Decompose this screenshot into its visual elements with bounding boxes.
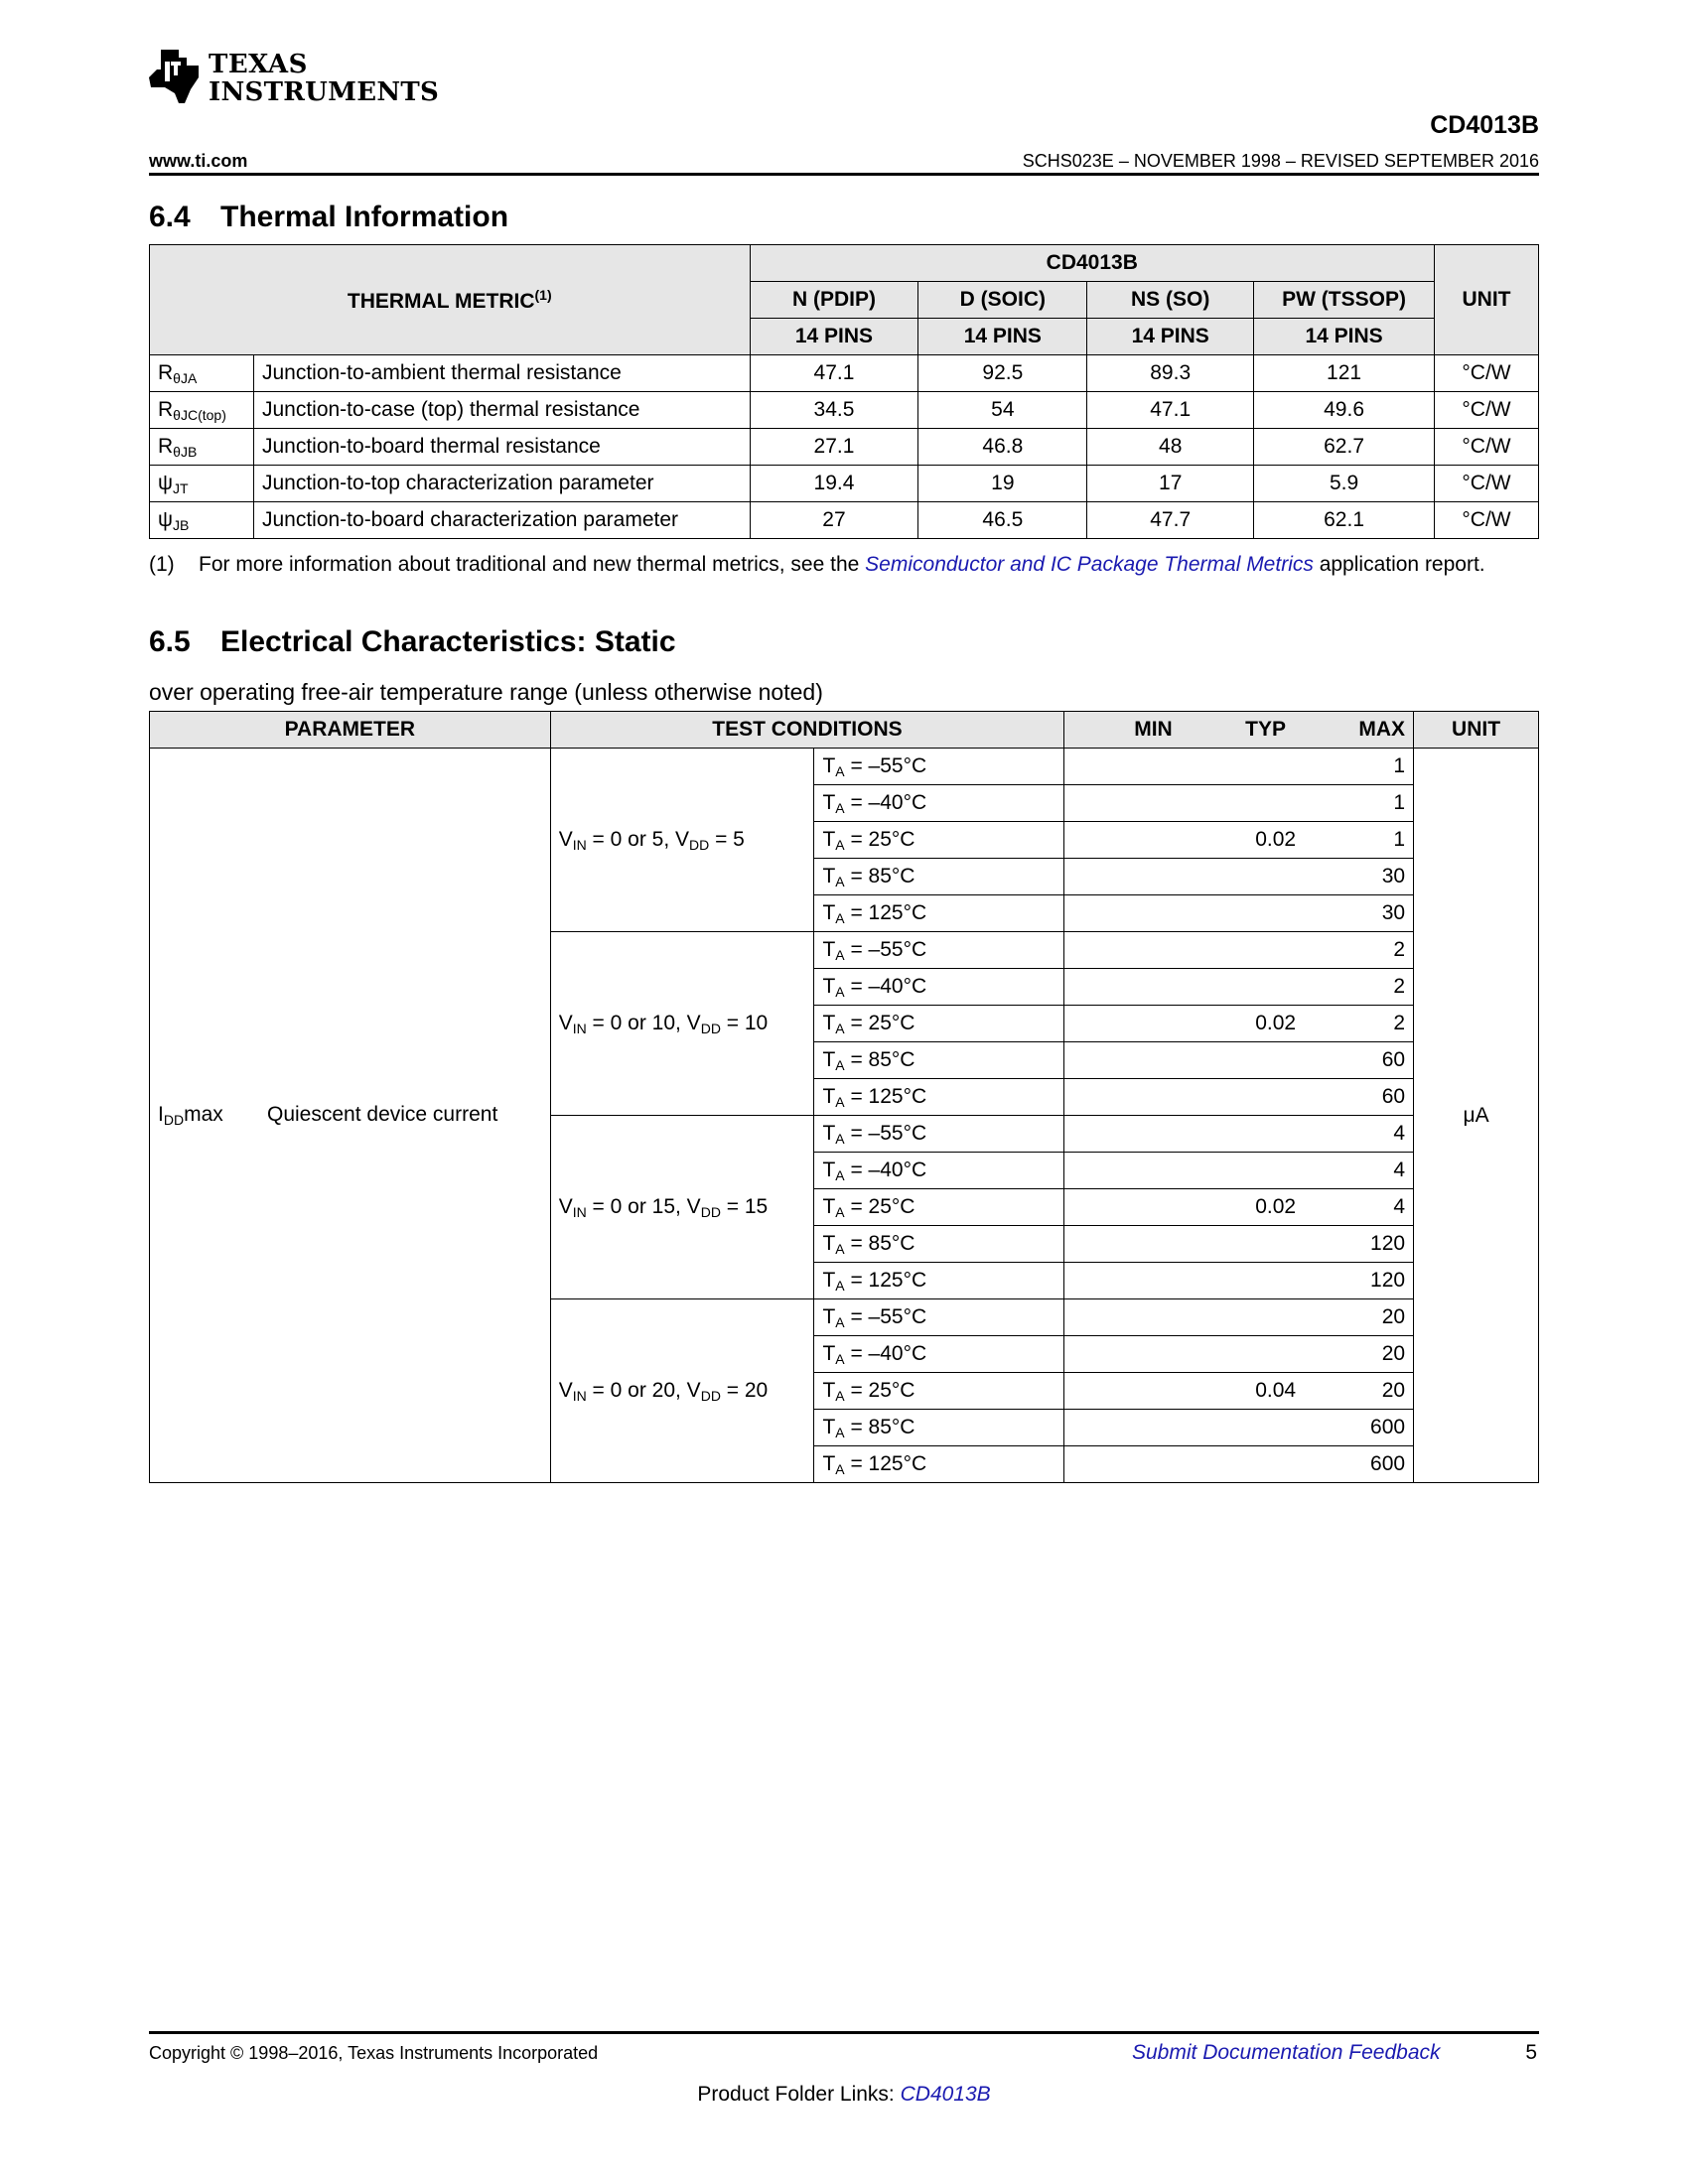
typ-value: 0.02 <box>1255 828 1297 851</box>
typ-value <box>1206 938 1296 962</box>
metric-value: 27 <box>750 502 918 539</box>
thermal-metric-header: THERMAL METRIC$^{(1)}$ <box>150 245 751 355</box>
typ-value <box>1206 1269 1296 1293</box>
temperature-condition: $T_A = 25^\circ C$ <box>814 822 1064 859</box>
package-header: D (SOIC) <box>918 282 1087 319</box>
metric-value: 47.1 <box>1087 392 1254 429</box>
metric-value: 49.6 <box>1254 392 1435 429</box>
unit-cell: μA <box>1414 749 1539 1483</box>
temperature-condition: $T_A = 85^\circ C$ <box>814 859 1064 895</box>
typ-value <box>1206 1452 1296 1476</box>
temperature-condition: $T_A = 25^\circ C$ <box>814 1189 1064 1226</box>
max-value: 1 <box>1393 791 1406 814</box>
metric-description: Junction-to-top characterization parameter <box>253 466 750 502</box>
value-cell <box>1064 1336 1414 1373</box>
metric-value: 5.9 <box>1254 466 1435 502</box>
header-rule <box>149 173 1539 176</box>
section-title: Electrical Characteristics: Static <box>220 625 676 658</box>
metric-value: 46.8 <box>918 429 1087 466</box>
value-cell <box>1064 1079 1414 1116</box>
typ-value <box>1206 1159 1296 1182</box>
max-value: 4 <box>1393 1122 1406 1145</box>
metric-value: 27.1 <box>750 429 918 466</box>
max-value: 2 <box>1393 1012 1406 1034</box>
metric-value: 92.5 <box>918 355 1087 392</box>
unit-header: UNIT <box>1414 712 1539 749</box>
metric-symbol: $R_{\theta JA}$ <box>150 355 254 392</box>
max-value: 20 <box>1381 1342 1406 1365</box>
typ-header: TYP <box>1245 718 1286 741</box>
temperature-condition: $T_A = 85^\circ C$ <box>814 1042 1064 1079</box>
max-value: 30 <box>1381 901 1406 924</box>
temperature-condition: $T_A = -55^\circ C$ <box>814 932 1064 969</box>
thermal-row <box>150 502 1539 539</box>
parameter-description: Quiescent device current <box>267 1103 498 1126</box>
metric-description: Junction-to-ambient thermal resistance <box>253 355 750 392</box>
supply-condition: $V_{IN} = 0$ or 20, $V_{DD} = 20$ <box>550 1299 814 1483</box>
metric-subscript: θJA <box>173 369 198 386</box>
metric-subscript: θJC(top) <box>173 406 226 423</box>
thermal-metrics-link[interactable]: Semiconductor and IC Package Thermal Metrics <box>865 553 1314 576</box>
supply-condition: $V_{IN} = 0$ or 5, $V_{DD} = 5$ <box>550 749 814 932</box>
metric-symbol: $\psi_{JB}$ <box>150 502 254 539</box>
metric-subscript: JT <box>172 479 189 496</box>
metric-description: Junction-to-case (top) thermal resistance <box>253 392 750 429</box>
page-number: 5 <box>1525 2041 1537 2064</box>
metric-symbol: $\psi_{JT}$ <box>150 466 254 502</box>
parameter-symbol: $I_{DD}\max$ <box>158 1103 223 1128</box>
metric-value: 121 <box>1254 355 1435 392</box>
temperature-condition: $T_A = 25^\circ C$ <box>814 1373 1064 1410</box>
metric-value: 47.7 <box>1087 502 1254 539</box>
typ-value <box>1206 975 1296 999</box>
value-cell <box>1064 1006 1414 1042</box>
metric-subscript: θJB <box>173 443 198 460</box>
pins-header: 14 PINS <box>1254 319 1435 355</box>
max-value: 600 <box>1370 1416 1406 1438</box>
temperature-condition: $T_A = -40^\circ C$ <box>814 1336 1064 1373</box>
website-link[interactable]: www.ti.com <box>149 151 248 171</box>
metric-unit: °C/W <box>1435 429 1539 466</box>
temperature-condition: $T_A = 25^\circ C$ <box>814 1006 1064 1042</box>
temperature-condition: $T_A = -40^\circ C$ <box>814 969 1064 1006</box>
document-id: SCHS023E – NOVEMBER 1998 – REVISED SEPTEMBER 2016 <box>1022 151 1539 171</box>
thermal-table <box>149 244 1539 539</box>
value-cell <box>1064 895 1414 932</box>
value-cell <box>1064 1446 1414 1483</box>
typ-value <box>1206 791 1296 815</box>
metric-symbol: $R_{\theta JC(top)}$ <box>150 392 254 429</box>
value-cell <box>1064 1299 1414 1336</box>
footnote-mark: (1) <box>149 553 175 576</box>
footnote <box>149 552 1539 578</box>
value-cell <box>1064 822 1414 859</box>
metric-value: 19.4 <box>750 466 918 502</box>
metric-value: 46.5 <box>918 502 1087 539</box>
pins-header: 14 PINS <box>918 319 1087 355</box>
product-folder-links <box>0 2083 1688 2107</box>
typ-value <box>1206 1122 1296 1146</box>
max-value: 1 <box>1393 828 1406 851</box>
folder-label: Product Folder Links: <box>697 2083 895 2106</box>
value-cell <box>1064 1410 1414 1446</box>
section-number: 6.4 <box>149 201 191 233</box>
temperature-condition: $T_A = -55^\circ C$ <box>814 749 1064 785</box>
device-header: CD4013B <box>750 245 1435 282</box>
value-cell <box>1064 785 1414 822</box>
package-header: PW (TSSOP) <box>1254 282 1435 319</box>
typ-value <box>1206 1232 1296 1256</box>
typ-value <box>1206 1048 1296 1072</box>
temperature-condition: $T_A = 125^\circ C$ <box>814 1446 1064 1483</box>
pins-header: 14 PINS <box>750 319 918 355</box>
electrical-row <box>150 749 1539 785</box>
section-subtitle: over operating free-air temperature range (unless otherwise noted) <box>149 679 823 705</box>
footer-rule <box>149 2031 1539 2034</box>
ti-logo <box>147 48 440 115</box>
value-cell <box>1064 1189 1414 1226</box>
min-header: MIN <box>1134 718 1173 741</box>
temperature-condition: $T_A = -55^\circ C$ <box>814 1299 1064 1336</box>
package-header: N (PDIP) <box>750 282 918 319</box>
typ-value: 0.02 <box>1255 1195 1297 1218</box>
max-value: 4 <box>1393 1195 1406 1218</box>
thermal-row <box>150 466 1539 502</box>
temperature-condition: $T_A = -40^\circ C$ <box>814 785 1064 822</box>
max-value: 60 <box>1381 1048 1406 1071</box>
section-number: 6.5 <box>149 625 191 658</box>
parameter-header: PARAMETER <box>150 712 551 749</box>
metric-value: 34.5 <box>750 392 918 429</box>
copyright: Copyright © 1998–2016, Texas Instruments Incorporated <box>149 2043 599 2063</box>
unit-header: UNIT <box>1435 245 1539 355</box>
electrical-table <box>149 711 1539 1483</box>
logo-line-2: INSTRUMENTS <box>209 77 440 107</box>
logo-line-1: TEXAS <box>209 50 308 79</box>
typ-value <box>1206 865 1296 888</box>
metric-unit: °C/W <box>1435 502 1539 539</box>
max-value: 2 <box>1393 975 1406 998</box>
folder-link[interactable]: CD4013B <box>900 2083 991 2106</box>
temperature-condition: $T_A = 125^\circ C$ <box>814 895 1064 932</box>
section-heading-electrical <box>149 625 676 659</box>
max-value: 1 <box>1393 754 1406 777</box>
min-typ-max-header <box>1064 712 1414 749</box>
metric-value: 62.1 <box>1254 502 1435 539</box>
metric-subscript: JB <box>172 516 190 533</box>
value-cell <box>1064 1263 1414 1299</box>
max-value: 60 <box>1381 1085 1406 1108</box>
thermal-row <box>150 429 1539 466</box>
package-header: NS (SO) <box>1087 282 1254 319</box>
value-cell <box>1064 969 1414 1006</box>
metric-value: 54 <box>918 392 1087 429</box>
parameter-cell <box>150 749 551 1483</box>
metric-description: Junction-to-board characterization parameter <box>253 502 750 539</box>
typ-value: 0.02 <box>1255 1012 1297 1034</box>
typ-value <box>1206 1085 1296 1109</box>
max-value: 600 <box>1370 1452 1406 1475</box>
metric-value: 19 <box>918 466 1087 502</box>
typ-value <box>1206 901 1296 925</box>
metric-value: 62.7 <box>1254 429 1435 466</box>
feedback-link[interactable]: Submit Documentation Feedback <box>1132 2041 1441 2064</box>
typ-value <box>1206 1305 1296 1329</box>
temperature-condition: $T_A = 85^\circ C$ <box>814 1410 1064 1446</box>
typ-value <box>1206 1416 1296 1439</box>
max-value: 4 <box>1393 1159 1406 1181</box>
footnote-text: For more information about traditional and new thermal metrics, see the <box>199 553 860 576</box>
value-cell <box>1064 749 1414 785</box>
temperature-condition: $T_A = 125^\circ C$ <box>814 1263 1064 1299</box>
metric-value: 47.1 <box>750 355 918 392</box>
max-value: 30 <box>1381 865 1406 887</box>
value-cell <box>1064 1116 1414 1153</box>
typ-value <box>1206 1342 1296 1366</box>
supply-condition: $V_{IN} = 0$ or 15, $V_{DD} = 15$ <box>550 1116 814 1299</box>
typ-value: 0.04 <box>1255 1379 1297 1402</box>
section-heading-thermal <box>149 201 508 234</box>
supply-condition: $V_{IN} = 0$ or 10, $V_{DD} = 10$ <box>550 932 814 1116</box>
max-value: 20 <box>1381 1305 1406 1328</box>
test-conditions-header: TEST CONDITIONS <box>550 712 1064 749</box>
footnote-ref[interactable]: (1) <box>534 286 552 303</box>
metric-description: Junction-to-board thermal resistance <box>253 429 750 466</box>
thermal-row <box>150 392 1539 429</box>
value-cell <box>1064 1373 1414 1410</box>
metric-value: 48 <box>1087 429 1254 466</box>
value-cell <box>1064 1153 1414 1189</box>
metric-value: 17 <box>1087 466 1254 502</box>
pins-header: 14 PINS <box>1087 319 1254 355</box>
metric-symbol: $R_{\theta JB}$ <box>150 429 254 466</box>
metric-unit: °C/W <box>1435 392 1539 429</box>
max-header: MAX <box>1358 718 1406 741</box>
typ-value <box>1206 754 1296 778</box>
max-value: 120 <box>1370 1232 1406 1255</box>
value-cell <box>1064 1226 1414 1263</box>
value-cell <box>1064 1042 1414 1079</box>
thermal-row <box>150 355 1539 392</box>
metric-value: 89.3 <box>1087 355 1254 392</box>
value-cell <box>1064 932 1414 969</box>
footnote-text-end: application report. <box>1319 553 1485 576</box>
part-number: CD4013B <box>1430 111 1539 139</box>
section-title: Thermal Information <box>220 201 509 233</box>
max-value: 2 <box>1393 938 1406 961</box>
temperature-condition: $T_A = 125^\circ C$ <box>814 1079 1064 1116</box>
value-cell <box>1064 859 1414 895</box>
max-value: 120 <box>1370 1269 1406 1292</box>
metric-unit: °C/W <box>1435 466 1539 502</box>
metric-unit: °C/W <box>1435 355 1539 392</box>
temperature-condition: $T_A = -55^\circ C$ <box>814 1116 1064 1153</box>
ti-logo-icon <box>147 48 203 107</box>
temperature-condition: $T_A = 85^\circ C$ <box>814 1226 1064 1263</box>
temperature-condition: $T_A = -40^\circ C$ <box>814 1153 1064 1189</box>
max-value: 20 <box>1381 1379 1406 1402</box>
